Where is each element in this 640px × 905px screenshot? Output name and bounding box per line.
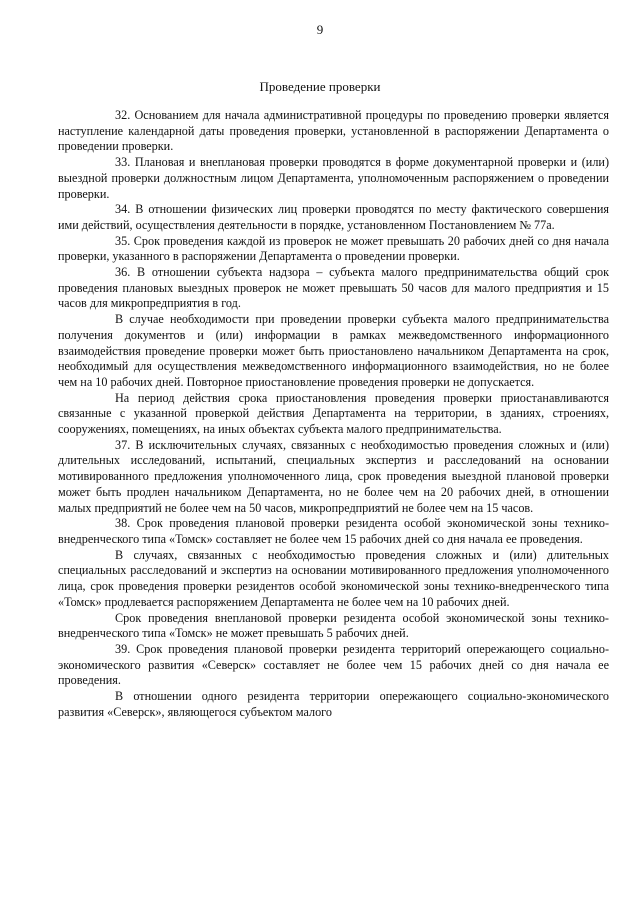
- paragraph-39: 39. Срок проведения плановой проверки резидента территорий опережающего социально-экономического развития «Северск» составляет не более чем 15 рабочих дней со дня начала ее проведения.: [58, 641, 609, 688]
- section-title: Проведение проверки: [259, 79, 381, 94]
- paragraph-38: 38. Срок проведения плановой проверки резидента особой экономической зоны технико-внедренческого типа «Томск» составляет не более чем 15 рабочих дней со дня начала ее проведения.: [58, 516, 609, 546]
- paragraph-32: 32. Основанием для начала административной процедуры по проведению проверки является наступление календарной даты проведения проверки, установленной в распоряжении Департамента о проведении проверки.: [58, 108, 609, 154]
- paragraph-36: 36. В отношении субъекта надзора – субъекта малого предпринимательства общий срок проведения плановых выездных проверок не может превышать 50 часов для малого предприятия и 15 часов для микропредприятия в год.: [58, 265, 609, 311]
- document-body: [58, 108, 609, 720]
- paragraph-37: 37. В исключительных случаях, связанных с необходимостью проведения сложных и (или) длительных исследований, испытаний, специальных экспертиз и расследований на основании мотивированного предложения уполномоченного лица, срок проведения выездной плановой проверки может быть продлен начальником Департамента, но не более чем на 20 рабочих дней, в отношении малых предприятий не более чем на 50 часов, микропредприятий не более чем на 15 часов.: [58, 437, 609, 515]
- paragraph-33: 33. Плановая и внеплановая проверки проводятся в форме документарной проверки и (или) выездной проверки должностным лицом Департамента, уполномоченным распоряжением о проведении проверки.: [58, 155, 609, 201]
- paragraph-34: 34. В отношении физических лиц проверки проводятся по месту фактического совершения ими действий, осуществления деятельности в порядке, установленном Постановлением № 77а.: [58, 202, 609, 232]
- page-number: 9: [316, 22, 324, 37]
- paragraph-38-unscheduled: Срок проведения внеплановой проверки резидента особой экономической зоны технико-внедренческого типа «Томск» не может превышать 5 рабочих дней.: [58, 610, 609, 641]
- paragraph-35: 35. Срок проведения каждой из проверок не может превышать 20 рабочих дней со дня начала проверки, указанного в распоряжении Департамента о проведении проверки.: [58, 233, 609, 264]
- paragraph-39-small-business: В отношении одного резидента территории опережающего социально-экономического развития «Северск», являющегося субъектом малого: [58, 689, 609, 719]
- paragraph-38-extension: В случаях, связанных с необходимостью проведения сложных и (или) длительных специальных расследований и экспертиз на основании мотивированного предложения уполномоченного лица, срок проведения проверки резидентов особой экономической зоны технико-внедренческого типа «Томск» продлевается распоряжением Департамента не более чем на 10 рабочих дней.: [58, 547, 609, 609]
- paragraph-36-suspension-period: На период действия срока приостановления проведения проверки приостанавливаются связанные с указанной проверкой действия Департамента на территории, в зданиях, строениях, сооружениях, помещениях, на иных объектах субъекта малого предпринимательства.: [58, 390, 609, 437]
- paragraph-36-suspension: В случае необходимости при проведении проверки субъекта малого предпринимательства получения документов и (или) информации в рамках межведомственного информационного взаимодействия проведение проверки может быть приостановлено начальником Департамента на срок, необходимый для осуществления межведомственного информационного взаимодействия, но не более чем на 10 рабочих дней. Повторное приостановление проведения проверки не допускается.: [58, 312, 609, 389]
